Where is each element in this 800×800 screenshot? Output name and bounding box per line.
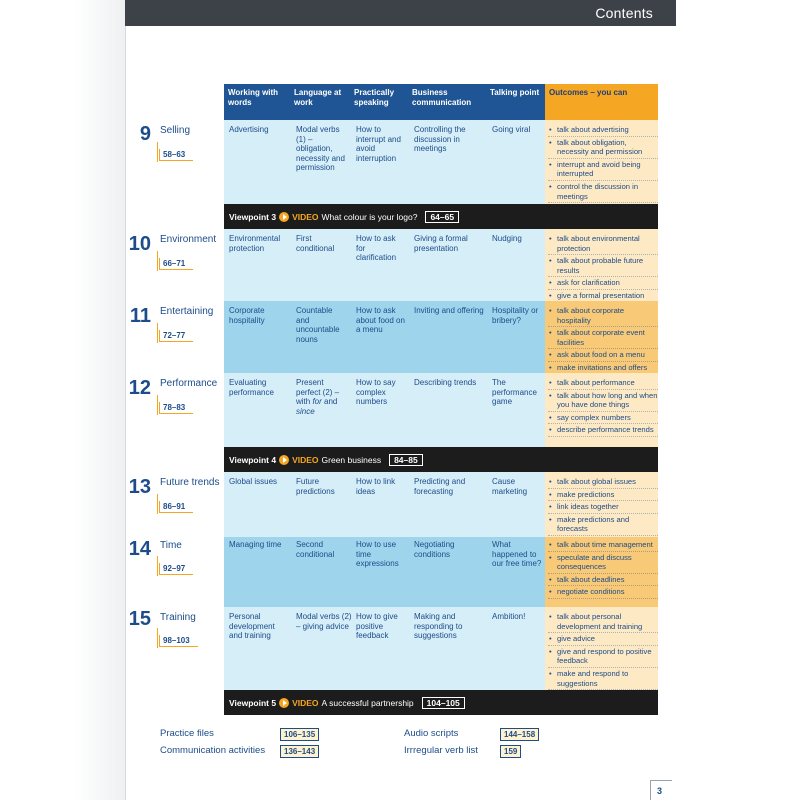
- unit-title: Selling: [160, 125, 191, 136]
- outcome-item: • make predictions and forecasts: [548, 515, 658, 536]
- outcome-item: • make invitations and offers: [548, 363, 658, 375]
- cell-words: Global issues: [229, 477, 278, 486]
- cell-business: Inviting and offering: [414, 306, 484, 315]
- cell-speaking: How to give positive feedback: [356, 612, 398, 641]
- cell-talking: The performance game: [492, 378, 537, 407]
- viewpoint-title: What colour is your logo?: [321, 211, 418, 222]
- outcome-item: • make predictions: [548, 490, 658, 502]
- outcome-item: • link ideas together: [548, 502, 658, 514]
- language-text-and: and: [321, 397, 338, 407]
- outcome-item: • talk about global issues: [548, 477, 658, 489]
- unit-number: 10: [128, 233, 151, 255]
- outcome-item: • describe performance trends: [548, 425, 658, 437]
- unit-title: Future trends: [160, 477, 220, 488]
- unit-pages[interactable]: 66–71: [159, 258, 193, 270]
- viewpoint-pages[interactable]: 64–65: [425, 211, 459, 223]
- outcome-item: • talk about obligation, necessity and permission: [548, 138, 658, 159]
- outcomes-list: [548, 125, 658, 204]
- unit-number: 14: [128, 538, 151, 560]
- unit-divider: [157, 323, 158, 343]
- audio-scripts-pages[interactable]: 144–158: [500, 728, 539, 741]
- unit-number: 15: [128, 608, 151, 630]
- outcome-item: • talk about corporate hospitality: [548, 306, 658, 327]
- cell-language: [296, 378, 348, 416]
- language-text: Present perfect (2) – with: [296, 378, 340, 407]
- cell-language: Future predictions: [296, 477, 335, 496]
- cell-business: Making and responding to suggestions: [414, 612, 463, 641]
- outcomes-list: [548, 378, 658, 438]
- cell-business: Giving a formal presentation: [414, 234, 468, 253]
- outcome-item: • negotiate conditions: [548, 587, 658, 599]
- unit-pages[interactable]: 86–91: [159, 501, 193, 513]
- cell-business: Describing trends: [414, 378, 477, 387]
- play-icon: [279, 455, 289, 465]
- cell-language: Second conditional: [296, 540, 335, 559]
- outcomes-list: [548, 306, 658, 376]
- video-label: VIDEO: [292, 211, 319, 222]
- cell-speaking: How to link ideas: [356, 477, 396, 496]
- cell-business: Predicting and forecasting: [414, 477, 466, 496]
- outcome-item: • talk about probable future results: [548, 256, 658, 277]
- outcome-item: • control the discussion in meetings: [548, 182, 658, 203]
- unit-pages[interactable]: 92–97: [159, 563, 193, 575]
- cell-talking: Hospitality or bribery?: [492, 306, 539, 325]
- viewpoint-label: Viewpoint 5: [229, 697, 277, 708]
- outcome-item: • talk about deadlines: [548, 575, 658, 587]
- outcome-item: • talk about corporate event facilities: [548, 328, 658, 349]
- outcome-item: • talk about advertising: [548, 125, 658, 137]
- video-label: VIDEO: [292, 697, 319, 708]
- language-em-for: for: [312, 397, 322, 407]
- cell-talking: Cause marketing: [492, 477, 528, 496]
- outcome-item: • give and respond to positive feedback: [548, 647, 658, 668]
- cell-words: Evaluating performance: [229, 378, 274, 397]
- outcome-item: • talk about performance: [548, 378, 658, 390]
- cell-talking: Ambition!: [492, 612, 526, 621]
- play-icon: [279, 212, 289, 222]
- outcome-item: • say complex numbers: [548, 413, 658, 425]
- viewpoint-bar[interactable]: [224, 447, 658, 472]
- audio-scripts-label: Audio scripts: [404, 728, 459, 739]
- cell-speaking: How to say complex numbers: [356, 378, 396, 407]
- cell-language: Modal verbs (1) – obligation, necessity and permission: [296, 125, 345, 173]
- column-header-business: Business communication: [408, 84, 486, 120]
- outcomes-list: [548, 612, 658, 691]
- video-label: VIDEO: [292, 454, 319, 465]
- cell-language: Modal verbs (2) – giving advice: [296, 612, 352, 631]
- unit-divider: [157, 395, 158, 415]
- outcome-item: • give advice: [548, 634, 658, 646]
- cell-words: Environmental protection: [229, 234, 281, 253]
- outcome-item: • talk about how long and when you have done things: [548, 391, 658, 412]
- unit-title: Time: [160, 540, 182, 551]
- cell-speaking: How to ask about food on a menu: [356, 306, 405, 335]
- page-title: Contents: [595, 5, 653, 21]
- page-margin-right: [676, 0, 800, 800]
- outcome-item: • talk about personal development and training: [548, 612, 658, 633]
- practice-files-label: Practice files: [160, 728, 214, 739]
- language-em-since: since: [296, 406, 315, 416]
- outcome-item: • talk about time management: [548, 540, 658, 552]
- column-header-language: Language at work: [290, 84, 350, 120]
- viewpoint-pages[interactable]: 104–105: [422, 697, 465, 709]
- outcomes-list: [548, 477, 658, 537]
- unit-title: Performance: [160, 378, 218, 389]
- unit-title: Entertaining: [160, 306, 214, 317]
- unit-title: Training: [160, 612, 196, 623]
- unit-divider: [157, 494, 158, 514]
- outcome-item: • interrupt and avoid being interrupted: [548, 160, 658, 181]
- cell-business: Negotiating conditions: [414, 540, 455, 559]
- viewpoint-title: A successful partnership: [321, 697, 414, 708]
- outcome-item: • ask about food on a menu: [548, 350, 658, 362]
- cell-words: Managing time: [229, 540, 282, 549]
- unit-title: Environment: [160, 234, 217, 245]
- outcome-item: • make and respond to suggestions: [548, 669, 658, 690]
- unit-number: 12: [128, 377, 151, 399]
- contents-header-bar: [125, 0, 676, 26]
- irregular-verb-list-label: Irrregular verb list: [404, 745, 478, 756]
- cell-talking: What happened to our free time?: [492, 540, 542, 569]
- unit-pages[interactable]: 78–83: [159, 402, 193, 414]
- cell-talking: Going viral: [492, 125, 531, 134]
- unit-pages[interactable]: 72–77: [159, 330, 193, 342]
- cell-speaking: How to use time expressions: [356, 540, 399, 569]
- communication-activities-label: Communication activities: [160, 745, 266, 756]
- play-icon: [279, 698, 289, 708]
- outcomes-list: [548, 234, 658, 304]
- unit-divider: [157, 142, 158, 162]
- cell-language: First conditional: [296, 234, 335, 253]
- cell-language: Countable and uncountable nouns: [296, 306, 340, 344]
- outcomes-list: [548, 540, 658, 600]
- viewpoint-label: Viewpoint 4: [229, 454, 277, 465]
- column-header-words: Working with words: [224, 84, 290, 120]
- unit-divider: [157, 628, 158, 648]
- unit-divider: [157, 556, 158, 576]
- unit-divider: [157, 251, 158, 271]
- cell-business: Controlling the discussion in meetings: [414, 125, 466, 154]
- irregular-verb-list-pages[interactable]: 159: [500, 745, 521, 758]
- cell-words: Advertising: [229, 125, 269, 134]
- practice-files-pages[interactable]: 106–135: [280, 728, 319, 741]
- communication-activities-pages[interactable]: 136–143: [280, 745, 319, 758]
- page-number: 3: [650, 780, 672, 800]
- column-header-talking: Talking point: [486, 84, 545, 120]
- cell-speaking: How to interrupt and avoid interruption: [356, 125, 401, 163]
- unit-number: 9: [139, 123, 151, 145]
- column-header-outcomes: Outcomes – you can: [545, 84, 658, 120]
- cell-words: Corporate hospitality: [229, 306, 265, 325]
- unit-number: 13: [128, 476, 151, 498]
- outcome-item: • give a formal presentation: [548, 291, 658, 303]
- unit-pages[interactable]: 98–103: [159, 635, 198, 647]
- viewpoint-label: Viewpoint 3: [229, 211, 277, 222]
- viewpoint-title: Green business: [321, 454, 382, 465]
- unit-number: 11: [129, 305, 151, 327]
- unit-pages[interactable]: 58–63: [159, 149, 193, 161]
- outcome-item: • talk about environmental protection: [548, 234, 658, 255]
- outcome-item: • speculate and discuss consequences: [548, 553, 658, 574]
- viewpoint-bar[interactable]: [224, 204, 658, 229]
- cell-speaking: How to ask for clarification: [356, 234, 397, 263]
- cell-words: Personal development and training: [229, 612, 275, 641]
- column-header-speaking: Practically speaking: [350, 84, 408, 120]
- outcome-item: • ask for clarification: [548, 278, 658, 290]
- page-margin-left: [0, 0, 125, 800]
- cell-talking: Nudging: [492, 234, 522, 243]
- viewpoint-bar[interactable]: [224, 690, 658, 715]
- viewpoint-pages[interactable]: 84–85: [389, 454, 423, 466]
